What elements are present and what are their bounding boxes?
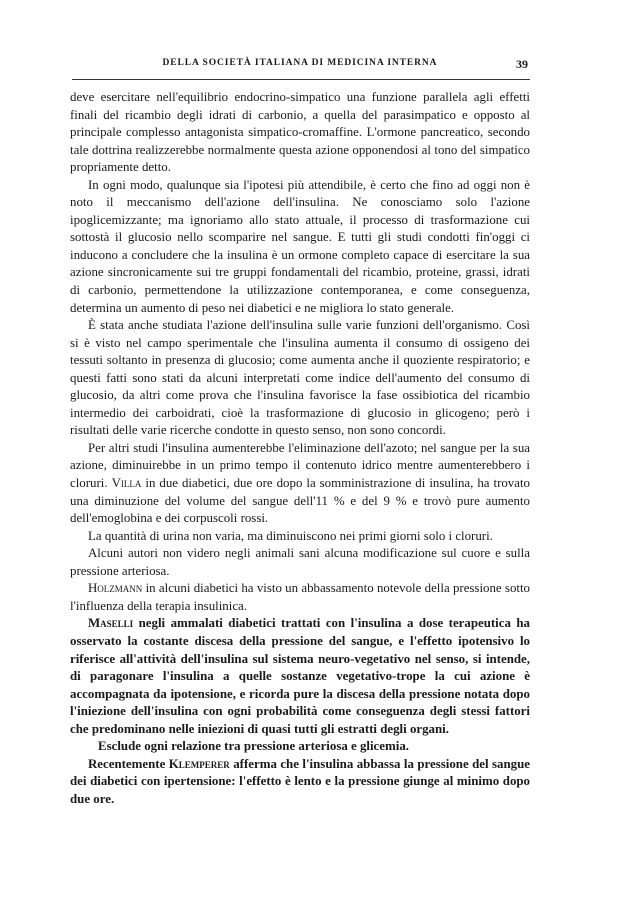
paragraph-holzmann <box>70 580 530 615</box>
paragraph-nitrogen-elimination <box>70 440 530 528</box>
paragraph-text: in due diabetici, due ore dopo la somministrazione di insulina, ha trovato una diminuzione del volume del sangue dell'11 % e del 9 % e trovò pure aumento dell'emoglobina e dei corpuscoli rossi. <box>70 476 531 526</box>
header-rule <box>72 79 530 80</box>
paragraph-text: Recentemente <box>88 756 169 771</box>
author-name: Villa <box>111 476 142 491</box>
paragraph-insulin-mechanism: In ogni modo, qualunque sia l'ipotesi più attendibile, è certo che fino ad oggi non è noto il meccanismo dell'azione dell'insulina. Ne conosciamo solo l'azione ipoglicemizzante; ma ignoriamo allo stato attuale, il processo di trasformazione cui sottostà il glucosio nello scomparire nel sangue. E tutti gli studi condotti fin'oggi ci inducono a concludere che la insulina è un ormone completo capace di esercitare la sua azione sincronicamente sui tre gruppi fondamentali del ricambio, proteine, grassi, idrati di carbonio, permettendone la utilizzazione contemporanea, e come conseguenza, determina un aumento di peso nei diabetici e ne migliora lo stato generale. <box>70 177 530 315</box>
page-number: 39 <box>516 57 528 71</box>
page-header <box>72 58 528 76</box>
author-name: Klemperer <box>168 756 230 771</box>
paragraph-klemperer <box>70 756 530 809</box>
paragraph-healthy-animals: Alcuni autori non videro negli animali sani alcuna modificazione sul cuore e sulla pressione arteriosa. <box>70 546 530 578</box>
paragraph-text: in alcuni diabetici ha visto un abbassamento notevole della pressione sotto l'influenza della terapia insulinica. <box>70 581 530 613</box>
paragraph-urine-quantity: La quantità di urina non varia, ma diminuiscono nei primi giorni solo i cloruri. <box>88 528 493 543</box>
author-name: Maselli <box>88 616 134 631</box>
running-title: DELLA SOCIETÀ ITALIANA DI MEDICINA INTERNA <box>162 58 438 68</box>
body-text <box>70 89 530 808</box>
paragraph-insulin-functions: È stata anche studiata l'azione dell'insulina sulle varie funzioni dell'organismo. Così si è visto nel campo sperimentale che l'insulina aumenta il consumo di ossigeno dei tessuti soltanto in presenza di glucosio; come aumenta anche il quoziente respiratorio; e questi fatti sono stati da alcuni interpretati come indice dell'aumento del consumo di glucosio, da altri come prova che l'insulina favorisce la fase ossibiotica del ricambio intermedio dei carboidrati, cioè la trasformazione di glucosio in glicogeno; però i risultati delle varie ricerche condotte in questo senso, non sono concordi. <box>70 318 530 438</box>
paragraph-text: afferma che l'insulina abbassa la pressione del sangue dei diabetici con ipertensione: l'effetto è lento e la pressione giunge al minimo dopo due ore. <box>70 756 530 806</box>
paragraph-glycemia: Esclude ogni relazione tra pressione arteriosa e glicemia. <box>98 739 409 754</box>
paragraph-maselli <box>70 615 530 738</box>
paragraph-text: negli ammalati diabetici trattati con l'insulina a dose terapeutica ha osservato la costante discesa della pressione del sangue, e l'effetto ipotensivo lo riferisce all'attività dell'insulina sul sistema neuro-vegetativo nel senso, si intende, di paragonare l'insulina a quelle sostanze vegetativo-trope la cui azione è accompagnata da ipotensione, e ricorda pure la discesa della pressione notata dopo l'iniezione dell'insulina con ogni probabilità come conseguenza degli stessi fattori che predominano nelle iniezioni di quasi tutti gli estratti degli organi. <box>70 616 530 736</box>
paragraph-text: Per altri studi l'insulina aumenterebbe l'eliminazione dell'azoto; nel sangue per la sua azione, diminuirebbe in un primo tempo il contenuto idrico mentre aumenterebbero i cloruri. <box>70 440 530 491</box>
author-name: Holzmann <box>88 581 143 596</box>
paragraph-endocrine-balance: deve esercitare nell'equilibrio endocrino-simpatico una funzione parallela agli effetti finali del ricambio degli idrati di carbonio, a quella del parasimpatico e opposto al principale complesso antagonista simpatico-cromaffine. L'ormone pancreatico, secondo tale dottrina realizzerebbe normalmente questa azione opponendosi al tono del simpatico propriamente detto. <box>70 90 530 175</box>
